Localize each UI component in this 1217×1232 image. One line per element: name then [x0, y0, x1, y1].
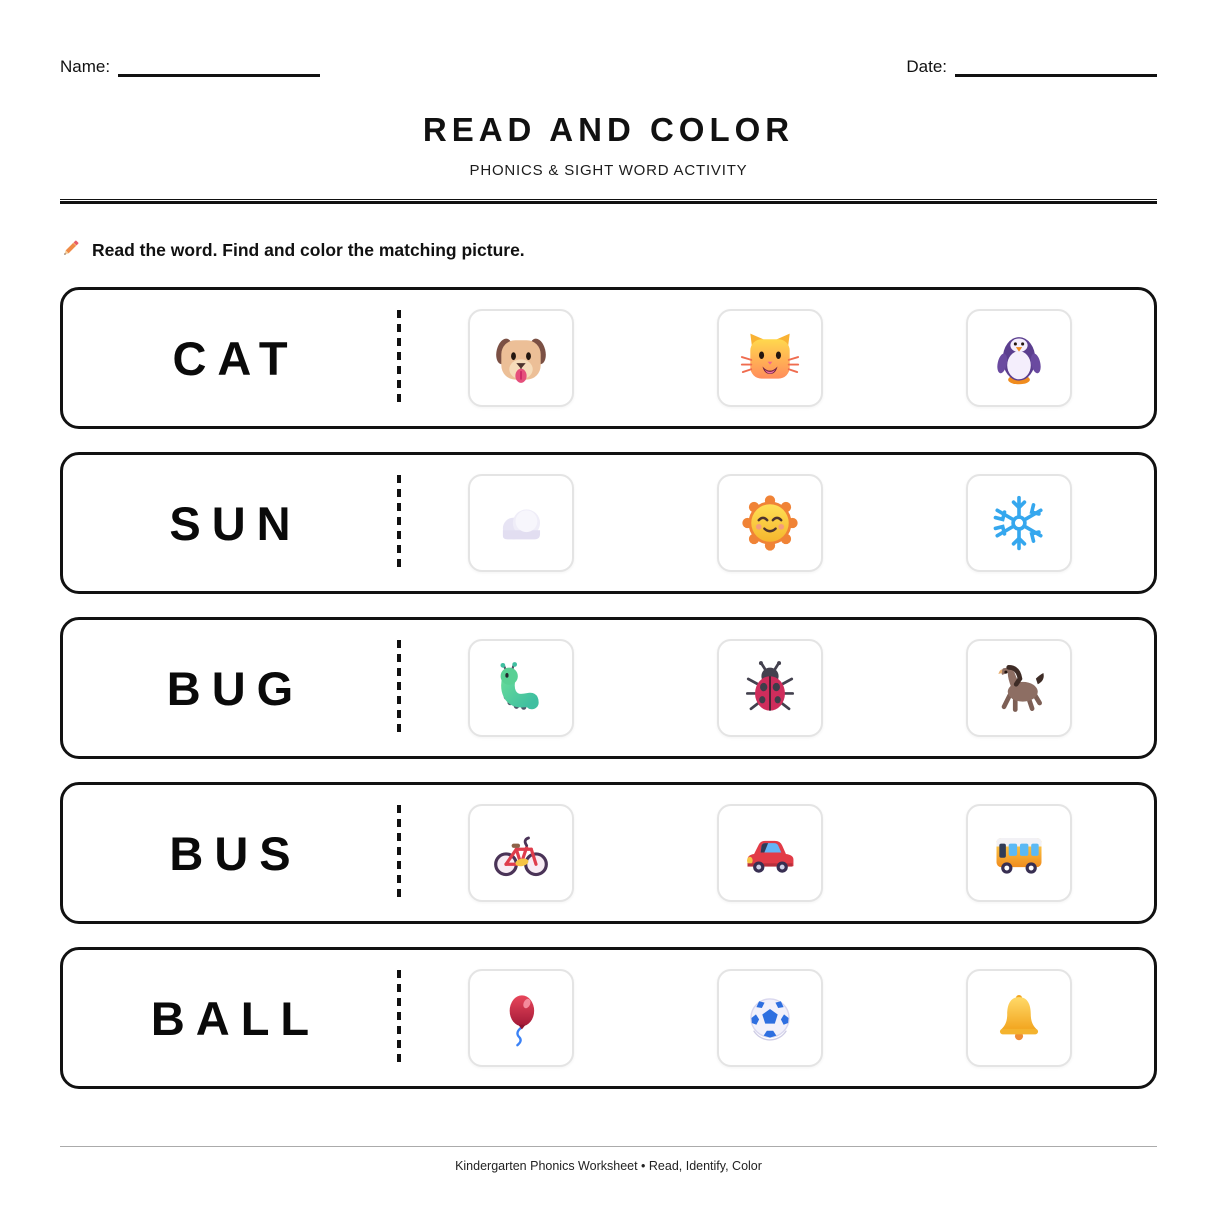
bell-icon [990, 989, 1048, 1047]
bicycle-icon [491, 823, 551, 883]
row-bug [60, 617, 1157, 759]
word-label: CAT [172, 331, 299, 385]
name-write-line[interactable] [118, 63, 320, 77]
date-field [906, 58, 1157, 77]
balloon-icon [492, 989, 550, 1047]
option-card-soccer-ball[interactable] [717, 969, 823, 1067]
row-sun [60, 452, 1157, 594]
option-card-dog[interactable] [468, 309, 574, 407]
horse-icon [989, 658, 1049, 718]
name-field [60, 58, 320, 77]
word-label: BALL [150, 991, 321, 1045]
option-card-caterpillar[interactable] [468, 639, 574, 737]
instruction-row [60, 237, 1157, 264]
option-card-sun[interactable] [717, 474, 823, 572]
cat-icon [740, 328, 800, 388]
word-label: BUG [166, 661, 305, 715]
option-cards [401, 639, 1154, 737]
snowflake-icon [990, 494, 1048, 552]
footer-text: Kindergarten Phonics Worksheet • Read, Identify, Color [455, 1159, 762, 1173]
car-icon [740, 823, 800, 883]
sun-icon [740, 493, 800, 553]
date-write-line[interactable] [955, 63, 1157, 77]
page-title: READ AND COLOR [422, 111, 795, 148]
option-card-cloud[interactable] [468, 474, 574, 572]
option-card-horse[interactable] [966, 639, 1072, 737]
dog-icon [491, 328, 551, 388]
pencil-icon [60, 237, 82, 264]
option-card-snowflake[interactable] [966, 474, 1072, 572]
page-subtitle: PHONICS & SIGHT WORD ACTIVITY [469, 162, 748, 179]
name-label: Name: [60, 57, 111, 76]
option-cards [401, 804, 1154, 902]
row-bus [60, 782, 1157, 924]
option-card-cat[interactable] [717, 309, 823, 407]
option-card-bicycle[interactable] [468, 804, 574, 902]
option-card-ladybug[interactable] [717, 639, 823, 737]
word-label: BUS [169, 826, 302, 880]
row-cat [60, 287, 1157, 429]
option-card-balloon[interactable] [468, 969, 574, 1067]
option-cards [401, 969, 1154, 1067]
header-fields [60, 0, 1157, 77]
row-ball [60, 947, 1157, 1089]
option-card-bell[interactable] [966, 969, 1072, 1067]
header-divider [60, 199, 1157, 204]
caterpillar-icon [492, 659, 550, 717]
option-cards [401, 474, 1154, 572]
option-card-penguin[interactable] [966, 309, 1072, 407]
option-card-car[interactable] [717, 804, 823, 902]
date-label: Date: [906, 57, 947, 76]
soccer-ball-icon [741, 989, 799, 1047]
penguin-icon [990, 329, 1048, 387]
word-label: SUN [169, 496, 302, 550]
bus-icon [989, 823, 1049, 883]
ladybug-icon [741, 659, 799, 717]
match-rows [60, 287, 1157, 1089]
footer [60, 1146, 1157, 1173]
option-cards [401, 309, 1154, 407]
cloud-icon [492, 494, 550, 552]
option-card-bus[interactable] [966, 804, 1072, 902]
instruction-text: Read the word. Find and color the matching picture. [92, 240, 525, 260]
